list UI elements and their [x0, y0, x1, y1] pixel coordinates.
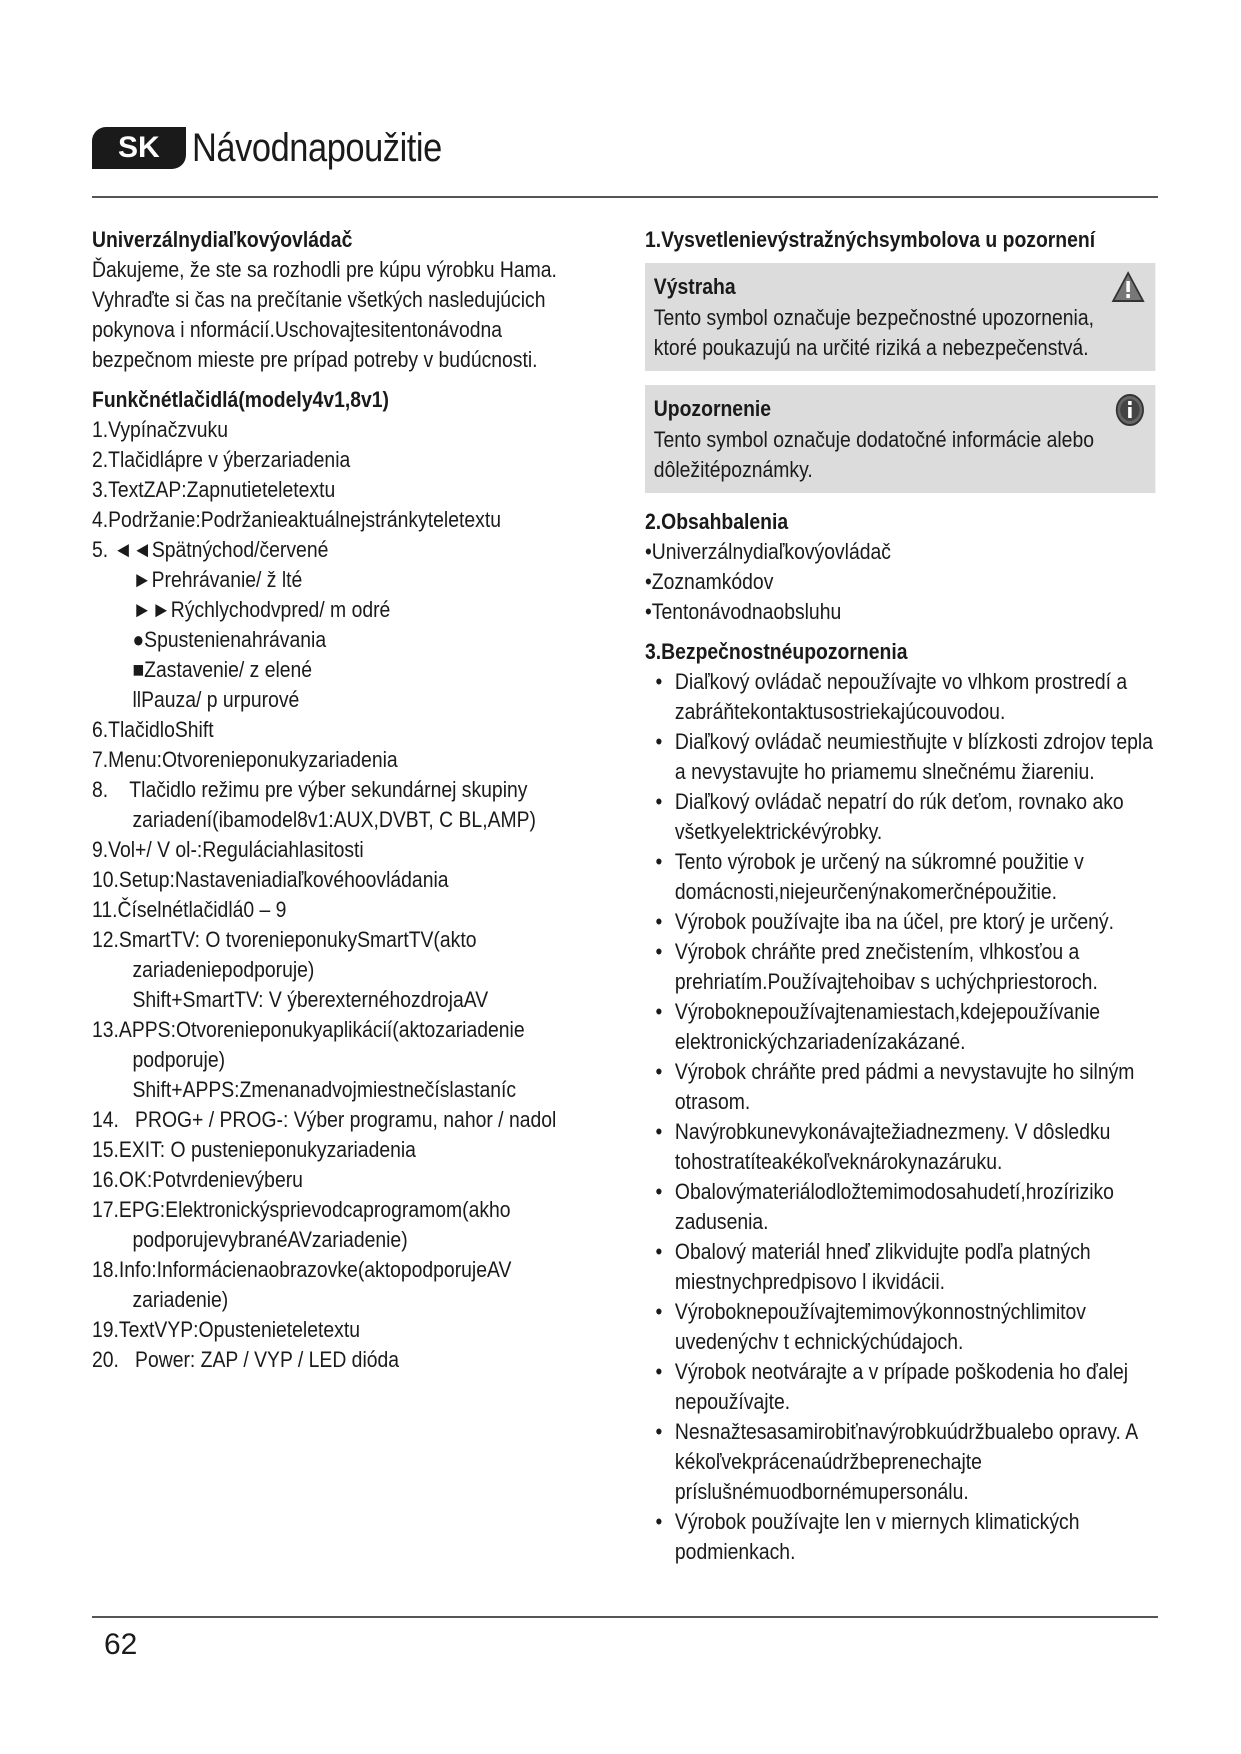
list-item: 1.Vypínačzvuku: [92, 417, 228, 442]
list-item: 4.Podržanie:Podržanieaktuálnejstránkyteletextu: [92, 507, 501, 532]
list-item: 9.Vol+/ V ol-:Reguláciahlasitosti: [92, 837, 364, 862]
document-title: Návodnapoužitie: [191, 125, 442, 170]
note-box: [645, 385, 1155, 493]
list-item: zariadení(ibamodel8v1:AUX,DVBT, C BL,AMP): [132, 807, 536, 832]
list-item: ►►Rýchlychodvpred/ m odré: [132, 597, 391, 622]
product-title: Univerzálnydiaľkovýovládač: [92, 227, 353, 252]
list-item: •Zoznamkódov: [645, 569, 774, 594]
list-item: 2.Tlačidlápre v ýberzariadenia: [92, 447, 351, 472]
list-item: zariadenie): [132, 1287, 229, 1312]
list-item: 20. Power: ZAP / VYP / LED dióda: [92, 1347, 400, 1372]
info-icon: [1115, 393, 1145, 427]
left-column: [92, 225, 637, 1375]
note-title: Upozornenie: [653, 396, 772, 421]
list-item: ●Spustenienahrávania: [132, 627, 327, 652]
warning-text: Tento symbol označuje bezpečnostné upozornenia, ktoré poukazujú na určité riziká a nebezpečenstvá.: [653, 305, 1095, 360]
section2-title: 2.Obsahbalenia: [645, 509, 789, 534]
list-item: • Výrobok neotvárajte a v prípade poškodenia ho ďalej nepoužívajte.: [645, 1357, 1155, 1417]
list-item: ■Zastavenie/ z elené: [132, 657, 313, 682]
list-item: 14. PROG+ / PROG-: Výber programu, nahor / nadol: [92, 1107, 557, 1132]
function-list: [92, 415, 634, 1375]
list-item: 12.SmartTV: O tvorenieponukySmartTV(akto: [92, 927, 477, 952]
list-item: • Výroboknepoužívajtenamiestach,kdejepoužívanie elektronickýchzariadenízakázané.: [645, 997, 1155, 1057]
package-list: [645, 537, 1155, 627]
section3-title: 3.Bezpečnostnéupozornenia: [645, 639, 908, 664]
list-item: • Diaľkový ovládač neumiestňujte v blízkosti zdrojov tepla a nevystavujte ho priamemu slnečnému žiareniu.: [645, 727, 1155, 787]
list-item: Shift+APPS:Zmenanadvojmiestnečíslastaníc: [132, 1077, 517, 1102]
list-item: • Výroboknepoužívajtemimovýkonnostnýchlimitov uvedenýchv t echnickýchúdajoch.: [645, 1297, 1155, 1357]
list-item: 16.OK:Potvrdenievýberu: [92, 1167, 303, 1192]
list-item: ►Prehrávanie/ ž lté: [132, 567, 303, 592]
list-item: 10.Setup:Nastaveniadiaľkovéhoovládania: [92, 867, 449, 892]
list-item: 6.TlačidloShift: [92, 717, 214, 742]
intro-text: Ďakujeme, že ste sa rozhodli pre kúpu výrobku Hama. Vyhraďte si čas na prečítanie všetkých nasledujúcich pokynova i nformácií.Uschovajtesitentonávodna bezpečnom mieste pre prípad potreby v budúcnosti.: [92, 257, 557, 372]
safety-list: [645, 667, 1155, 1567]
list-item: • Výrobok chráňte pred znečistením, vlhkosťou a prehriatím.Používajtehoibav s uchýchpriestoroch.: [645, 937, 1155, 997]
list-item: 3.TextZAP:Zapnutieteletextu: [92, 477, 336, 502]
warning-title: Výstraha: [653, 274, 736, 299]
list-item: • Diaľkový ovládač nepatrí do rúk deťom, rovnako ako všetkyelektrickévýrobky.: [645, 787, 1155, 847]
list-item: •Univerzálnydiaľkovýovládač: [645, 539, 891, 564]
list-item: 13.APPS:Otvorenieponukyaplikácií(aktozariadenie: [92, 1017, 525, 1042]
list-item: • Navýrobkunevykonávajtežiadnezmeny. V dôsledku tohostratíteakékoľveknárokynazáruku.: [645, 1117, 1155, 1177]
language-badge: SK: [92, 127, 186, 169]
page-header: [92, 118, 482, 178]
list-item: llPauza/ p urpurové: [132, 687, 300, 712]
list-item: 5. ◄◄Spätnýchod/červené: [92, 537, 329, 562]
note-text: Tento symbol označuje dodatočné informácie alebo dôležitépoznámky.: [653, 427, 1094, 482]
right-column: [645, 225, 1158, 1567]
list-item: 18.Info:Informácienaobrazovke(aktopodporujeAV: [92, 1257, 512, 1282]
list-item: • Nesnažtesasamirobiťnavýrobkuúdržbualebo opravy. A kékoľvekprácenaúdržbeprenechajte príslušnémuodbornémupersonálu.: [645, 1417, 1155, 1507]
list-item: • Výrobok používajte len v miernych klimatických podmienkach.: [645, 1507, 1155, 1567]
list-item: • Výrobok chráňte pred pádmi a nevystavujte ho silným otrasom.: [645, 1057, 1155, 1117]
list-item: Shift+SmartTV: V ýberexternéhozdrojaAV: [132, 987, 489, 1012]
footer-divider: [92, 1616, 1158, 1618]
list-item: • Obalový materiál hneď zlikvidujte podľa platných miestnychpredpisovo l ikvidácii.: [645, 1237, 1155, 1297]
warning-box: [645, 263, 1155, 371]
section1-title: 1.Vysvetlenievýstražnýchsymbolova u pozornení: [645, 227, 1096, 252]
list-item: 15.EXIT: O pustenieponukyzariadenia: [92, 1137, 416, 1162]
list-item: • Diaľkový ovládač nepoužívajte vo vlhkom prostredí a zabráňtekontaktusostriekajúcouvodou.: [645, 667, 1155, 727]
warning-icon: [1111, 271, 1144, 303]
list-item: podporujevybranéAVzariadenie): [132, 1227, 408, 1252]
header-divider: [92, 196, 1158, 198]
list-item: 17.EPG:Elektronickýsprievodcaprogramom(akho: [92, 1197, 511, 1222]
list-item: 11.Číselnétlačidlá0 – 9: [92, 897, 287, 922]
page-number: 62: [104, 1628, 138, 1661]
list-item: 19.TextVYP:Opustenieteletextu: [92, 1317, 360, 1342]
list-item: zariadeniepodporuje): [132, 957, 315, 982]
list-item: 8. Tlačidlo režimu pre výber sekundárnej skupiny: [92, 777, 528, 802]
functions-title: Funkčnétlačidlá(modely4v1,8v1): [92, 387, 389, 412]
list-item: • Obalovýmateriálodložtemimodosahudetí,hrozíriziko zadusenia.: [645, 1177, 1155, 1237]
list-item: • Tento výrobok je určený na súkromné použitie v domácnosti,niejeurčenýnakomerčnépoužitie.: [645, 847, 1155, 907]
list-item: • Výrobok používajte iba na účel, pre ktorý je určený.: [645, 907, 1155, 937]
list-item: •Tentonávodnaobsluhu: [645, 599, 842, 624]
list-item: 7.Menu:Otvorenieponukyzariadenia: [92, 747, 398, 772]
list-item: podporuje): [132, 1047, 226, 1072]
